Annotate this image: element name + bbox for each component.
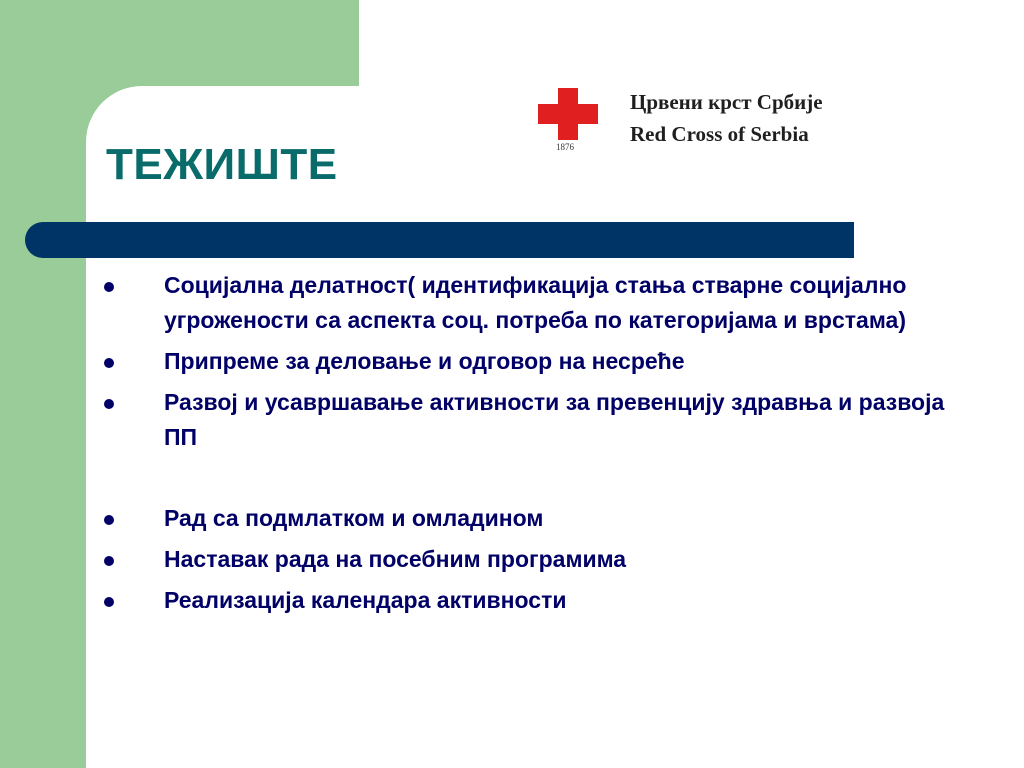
slide-title: ТЕЖИШТЕ bbox=[106, 140, 338, 189]
list-item-text: Развој и усавршавање активности за превенцију здравња и развоја ПП bbox=[164, 389, 945, 450]
list-item bbox=[104, 268, 964, 338]
list-item-text: Реализација календара активности bbox=[164, 587, 567, 613]
list-item-text: Наставак рада на посебним програмима bbox=[164, 546, 627, 572]
list-item-text: Рад са подмлатком и омладином bbox=[164, 505, 544, 531]
list-item bbox=[104, 344, 964, 379]
bullet-icon bbox=[104, 556, 114, 566]
red-cross-logo bbox=[530, 84, 910, 160]
logo-name-english: Red Cross of Serbia bbox=[630, 122, 809, 146]
bullet-icon bbox=[104, 515, 114, 525]
list-item bbox=[104, 583, 964, 618]
bullet-list bbox=[104, 268, 964, 618]
list-item-text: Припреме за деловање и одговор на несреће bbox=[164, 348, 685, 374]
list-item bbox=[104, 385, 964, 455]
red-cross-icon bbox=[530, 84, 620, 160]
list-item-text: Социјална делатност( идентификација стања стварне социјално угрожености са аспекта соц. потреба по категоријама и врстама) bbox=[164, 272, 907, 333]
list-item bbox=[104, 542, 964, 577]
logo-name-serbian: Црвени крст Србије bbox=[630, 90, 823, 114]
bullet-icon bbox=[104, 282, 114, 292]
bullet-icon bbox=[104, 399, 114, 409]
logo-year: 1876 bbox=[556, 142, 574, 152]
bullet-icon bbox=[104, 597, 114, 607]
list-item bbox=[104, 501, 964, 536]
bullet-icon bbox=[104, 358, 114, 368]
title-underline-bar bbox=[25, 222, 854, 258]
